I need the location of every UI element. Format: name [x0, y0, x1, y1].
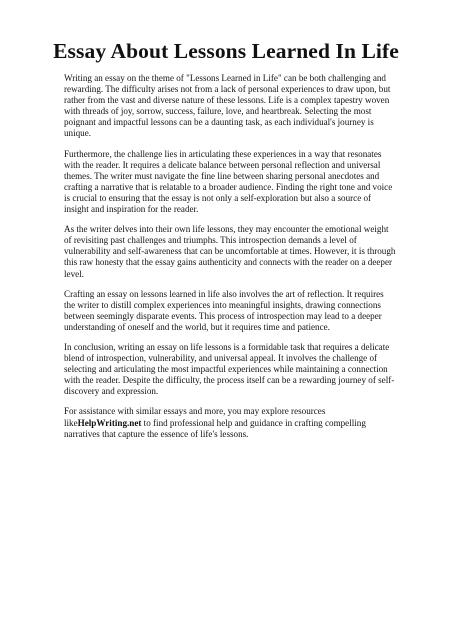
closing-text-after: to find professional help and guidance in crafting compelling narratives that capture the essence of life's lessons. [64, 417, 366, 439]
helpwriting-link[interactable]: HelpWriting.net [77, 417, 142, 428]
closing-paragraph [64, 406, 396, 439]
closing-text-before: For assistance with similar essays and more, you may explore resources like [64, 406, 326, 428]
page-title: Essay About Lessons Learned In Life [53, 39, 399, 63]
paragraph-4: Crafting an essay on lessons learned in life also involves the art of reflection. It requires the writer to distill complex experiences into meaningful insights, drawing connections between seemingly disparate events. This process of introspection may lead to a deeper understanding of oneself and the world, but it requires time and patience. [64, 288, 384, 332]
paragraph-1: Writing an essay on the theme of "Lessons Learned in Life" can be both challenging and rewarding. The difficulty arises not from a lack of personal experiences to draw upon, but rather from the vast and diverse nature of these lessons. Life is a complex tapestry woven with threads of joy, sorrow, success, failure, love, and heartbreak. Selecting the most poignant and impactful lessons can be a daunting task, as each individual's journey is unique. [64, 73, 391, 139]
paragraph-5: In conclusion, writing an essay on life lessons is a formidable task that requires a delicate blend of introspection, vulnerability, and universal appeal. It involves the challenge of selecting and articulating the most impactful experiences while maintaining a connection with the reader. Despite the difficulty, the process itself can be a rewarding journey of self-discovery and expression. [64, 341, 395, 397]
paragraph-2: Furthermore, the challenge lies in articulating these experiences in a way that resonates with the reader. It requires a delicate balance between personal reflection and universal themes. The writer must navigate the fine line between sharing personal anecdotes and crafting a narrative that is relatable to a broader audience. Finding the right tone and voice is crucial to ensuring that the essay is not only a self-exploration but also a source of insight and inspiration for the reader. [64, 148, 393, 215]
essay-body [64, 73, 396, 449]
paragraph-3: As the writer delves into their own life lessons, they may encounter the emotional weight of revisiting past challenges and triumphs. This introspection demands a level of vulnerability and self-awareness that can be uncomfortable at times. However, it is through this raw honesty that the essay gains authenticity and connects with the reader on a deeper level. [64, 224, 396, 279]
